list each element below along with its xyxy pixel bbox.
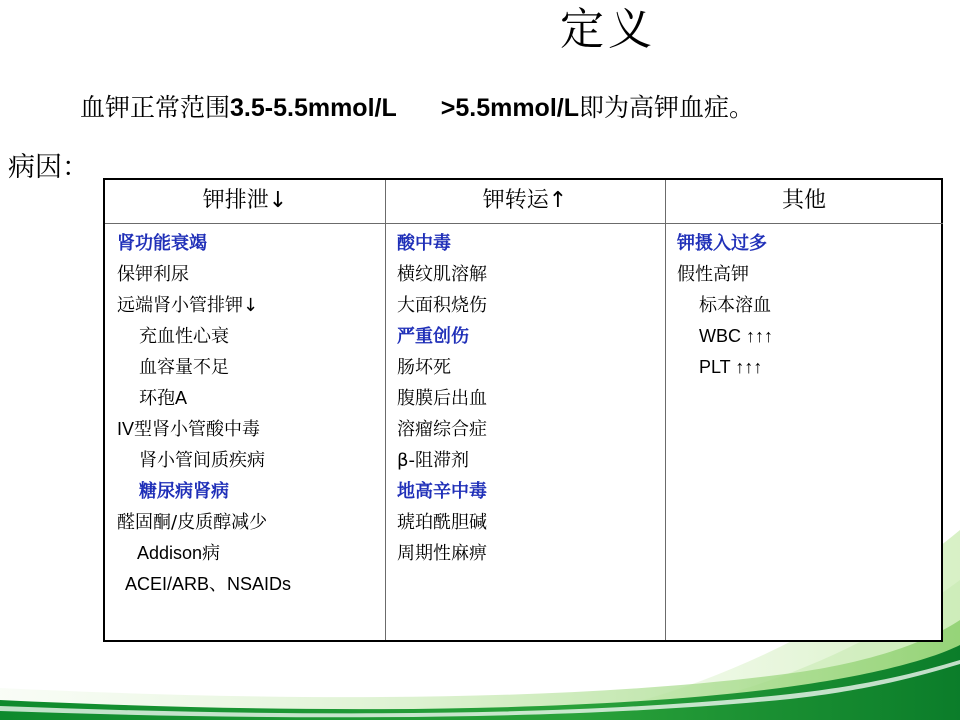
table-cell-item: 充血性心衰 xyxy=(139,326,229,347)
table-cell-item: 琥珀酰胆碱 xyxy=(397,512,487,533)
column-body-other xyxy=(677,228,941,383)
table-cell-item: PLT ↑↑↑ xyxy=(699,357,763,377)
table-cell-item: 横纹肌溶解 xyxy=(397,264,487,285)
column-divider xyxy=(385,180,386,640)
table-cell-item: 环孢A xyxy=(139,388,188,408)
cause-label: 病因： xyxy=(8,152,89,183)
column-divider xyxy=(665,180,666,640)
column-header-transport: 钾转运↑ xyxy=(385,180,665,224)
table-cell-item: IV型肾小管酸中毒 xyxy=(117,419,261,439)
column-body-excretion xyxy=(117,228,381,600)
table-cell-item: 肾小管间质疾病 xyxy=(139,450,265,471)
table-cell-item: 保钾利尿 xyxy=(117,264,189,285)
range-prefix: 血钾正常范围 xyxy=(80,93,231,122)
table-cell-item: 肠坏死 xyxy=(397,357,451,378)
column-header-excretion: 钾排泄↓ xyxy=(105,180,385,224)
table-cell-item: 标本溶血 xyxy=(699,295,771,316)
table-cell-item: 钾摄入过多 xyxy=(677,233,767,254)
range-value: 3.5-5.5mmol/L xyxy=(230,94,397,122)
table-cell-item: WBC ↑↑↑ xyxy=(699,326,773,346)
table-cell-item: 大面积烧伤 xyxy=(397,295,487,316)
table-cell-item: 远端肾小管排钾↓ xyxy=(117,295,259,316)
table-cell-item: ACEI/ARB、NSAIDs xyxy=(125,574,292,594)
slide-title: 定义 xyxy=(560,4,656,55)
table-cell-item: 血容量不足 xyxy=(139,357,229,378)
column-header-other: 其他 xyxy=(665,180,943,224)
table-cell-item: 糖尿病肾病 xyxy=(139,481,229,502)
causes-table xyxy=(103,178,943,642)
table-cell-item: 地高辛中毒 xyxy=(397,481,487,502)
table-cell-item: 周期性麻痹 xyxy=(397,543,487,564)
table-cell-item: 假性高钾 xyxy=(677,264,749,285)
table-cell-item: 醛固酮/皮质醇减少 xyxy=(117,512,268,533)
range-suffix: 即为高钾血症。 xyxy=(579,93,755,122)
table-cell-item: 严重创伤 xyxy=(397,326,469,347)
column-body-transport xyxy=(397,228,661,569)
table-cell-item: 酸中毒 xyxy=(397,233,451,254)
table-cell-item: 肾功能衰竭 xyxy=(117,233,207,254)
table-cell-item: 腹膜后出血 xyxy=(397,388,487,409)
table-cell-item: Addison病 xyxy=(137,543,221,563)
range-high-threshold: >5.5mmol/L xyxy=(440,94,579,122)
table-cell-item: β-阻滞剂 xyxy=(397,450,469,471)
normal-range-statement xyxy=(80,88,754,128)
table-cell-item: 溶瘤综合症 xyxy=(397,419,487,440)
